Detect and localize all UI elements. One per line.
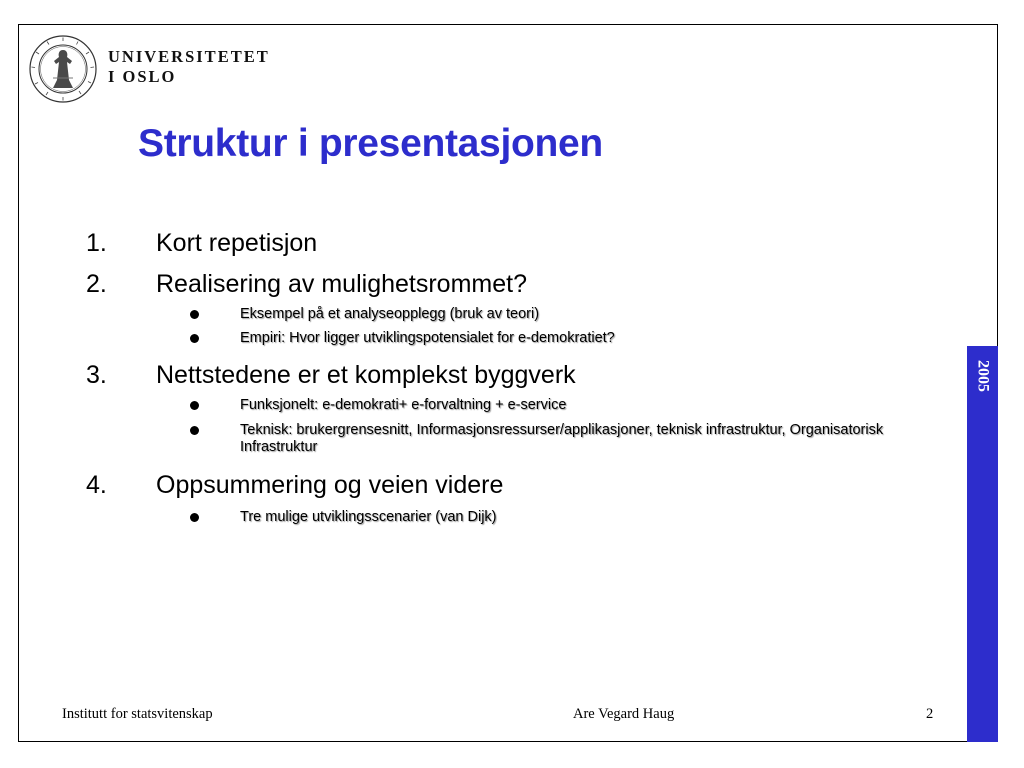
bullet-icon (190, 426, 199, 435)
sub-item-text: Tre mulige utviklingsscenarier (van Dijk) (240, 509, 497, 525)
bullet-icon (190, 513, 199, 522)
sub-item-text: Eksempel på et analyseopplegg (bruk av teori) (240, 306, 540, 322)
page-number: 2 (926, 706, 934, 722)
sub-item-text: Funksjonelt: e-demokrati+ e-forvaltning + e-service (240, 397, 567, 413)
item-number: 4. (86, 471, 107, 499)
year-side-bar (967, 346, 998, 742)
item-number: 2. (86, 270, 107, 298)
sub-item-text: Teknisk: brukergrensesnitt, Informasjonsressurser/applikasjoner, teknisk infrastruktur, Organisatorisk Infrastruktur (240, 422, 884, 455)
slide-title: Struktur i presentasjonen (138, 122, 603, 165)
university-seal-icon (28, 34, 98, 104)
item-text: Oppsummering og veien videre (156, 471, 504, 499)
item-text: Nettstedene er et komplekst byggverk (156, 361, 576, 389)
item-number: 1. (86, 229, 107, 257)
item-text: Kort repetisjon (156, 229, 318, 257)
item-number: 3. (86, 361, 107, 389)
university-name-line2: I OSLO (108, 67, 177, 86)
item-text: Realisering av mulighetsrommet? (156, 270, 527, 298)
bullet-icon (190, 334, 199, 343)
footer-author: Are Vegard Haug (573, 706, 675, 722)
university-name-line1: UNIVERSITETET (108, 47, 270, 66)
sub-item-text: Empiri: Hvor ligger utviklingspotensialet for e-demokratiet? (240, 330, 615, 346)
year-label: 2005 (974, 360, 992, 392)
bullet-icon (190, 401, 199, 410)
bullet-icon (190, 310, 199, 319)
university-name (108, 47, 270, 87)
footer-institute: Institutt for statsvitenskap (62, 706, 213, 722)
